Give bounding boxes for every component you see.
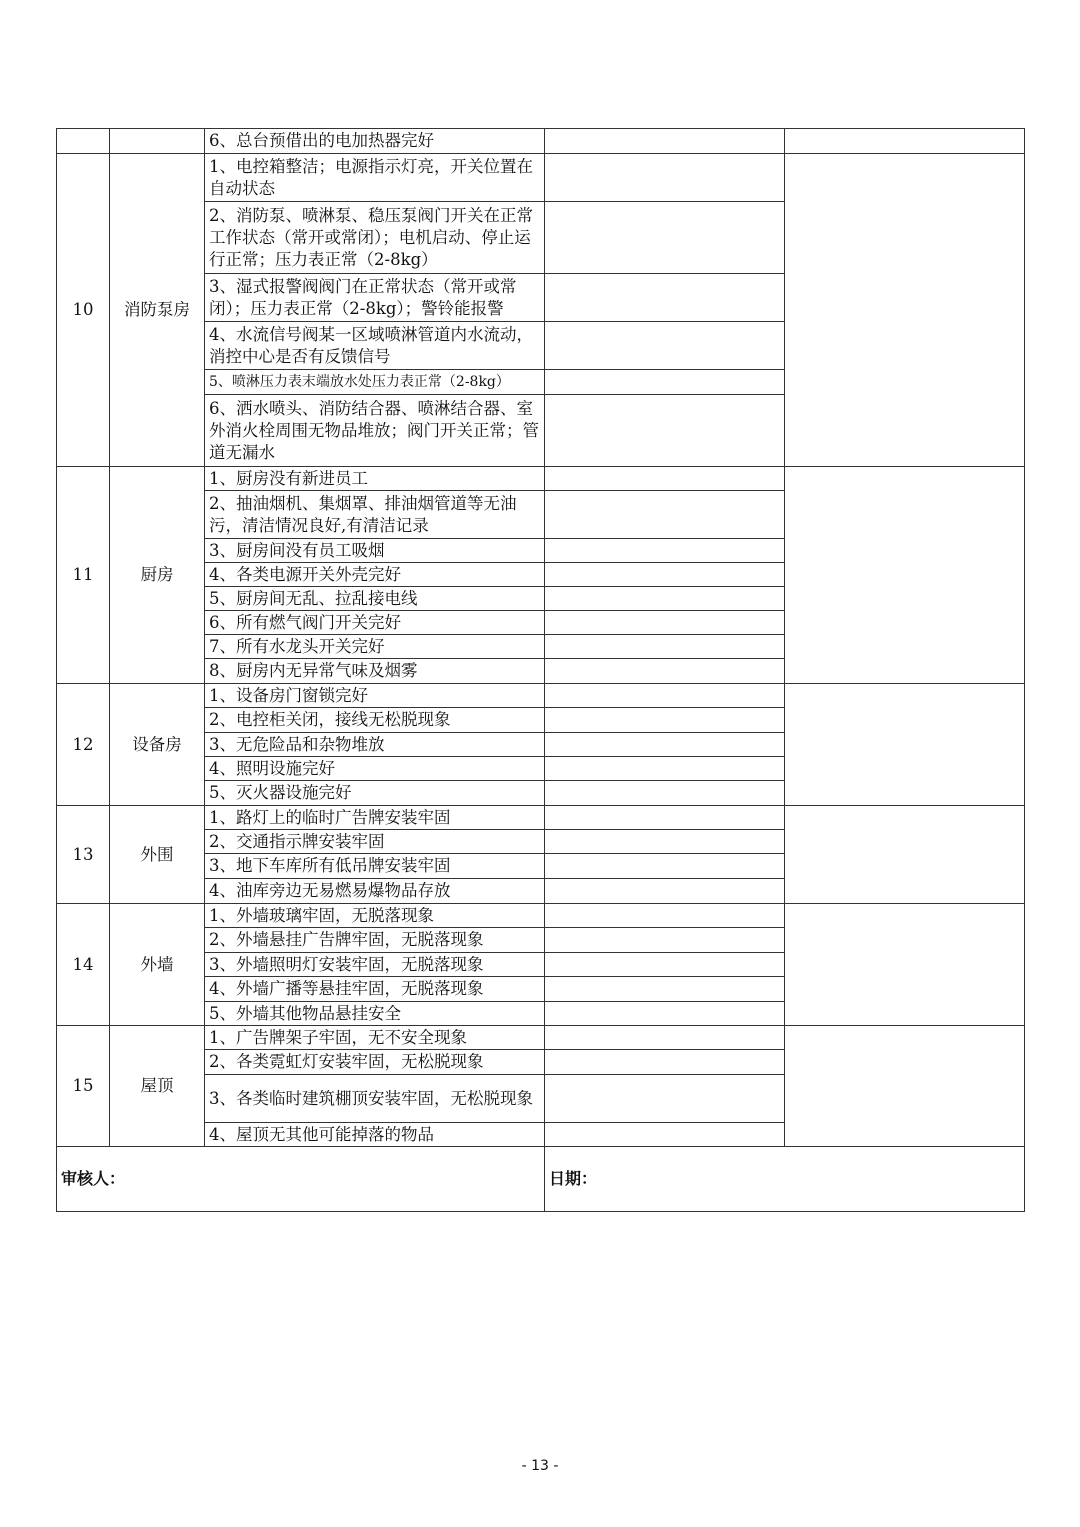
check-item: 2、抽油烟机、集烟罩、排油烟管道等无油污，清洁情况良好,有清洁记录	[205, 491, 545, 539]
check-item: 6、所有燃气阀门开关完好	[205, 611, 545, 635]
result-cell	[545, 395, 785, 467]
check-item: 3、湿式报警阀阀门在正常状态（常开或常闭）；压力表正常（2-8kg）；警铃能报警	[205, 274, 545, 322]
reviewer-label: 审核人：	[57, 1147, 545, 1212]
page-number: - 13 -	[521, 1458, 559, 1474]
check-item: 2、交通指示牌安装牢固	[205, 830, 545, 854]
check-item: 2、消防泵、喷淋泵、稳压泵阀门开关在正常工作状态（常开或常闭）；电机启动、停止运行正常；压力表正常（2-8kg）	[205, 202, 545, 274]
result-cell	[545, 757, 785, 781]
area-name	[110, 129, 205, 154]
remark-cell	[785, 129, 1025, 154]
result-cell	[545, 1123, 785, 1147]
result-cell	[545, 611, 785, 635]
check-item: 5、外墙其他物品悬挂安全	[205, 1002, 545, 1026]
result-cell	[545, 587, 785, 611]
table-row	[57, 129, 1025, 154]
check-item: 3、各类临时建筑棚顶安装牢固，无松脱现象	[205, 1075, 545, 1123]
result-cell	[545, 154, 785, 202]
row-number: 13	[57, 806, 110, 904]
result-cell	[545, 854, 785, 879]
check-item: 4、屋顶无其他可能掉落的物品	[205, 1123, 545, 1147]
row-number: 11	[57, 467, 110, 684]
result-cell	[545, 563, 785, 587]
area-name: 设备房	[110, 684, 205, 806]
check-item: 1、电控箱整洁；电源指示灯亮，开关位置在自动状态	[205, 154, 545, 202]
check-item: 4、油库旁边无易燃易爆物品存放	[205, 879, 545, 904]
result-cell	[545, 274, 785, 322]
inspection-table	[56, 128, 1025, 1212]
table-row	[57, 904, 1025, 928]
check-item: 3、地下车库所有低吊牌安装牢固	[205, 854, 545, 879]
row-number: 10	[57, 154, 110, 467]
remark-cell	[785, 1026, 1025, 1147]
area-name: 厨房	[110, 467, 205, 684]
check-item: 3、无危险品和杂物堆放	[205, 733, 545, 757]
result-cell	[545, 1075, 785, 1123]
remark-cell	[785, 806, 1025, 904]
row-number	[57, 129, 110, 154]
check-item: 1、路灯上的临时广告牌安装牢固	[205, 806, 545, 830]
check-item: 1、设备房门窗锁完好	[205, 684, 545, 708]
check-item: 6、洒水喷头、消防结合器、喷淋结合器、室外消火栓周围无物品堆放；阀门开关正常；管道无漏水	[205, 395, 545, 467]
check-item: 2、电控柜关闭，接线无松脱现象	[205, 708, 545, 733]
check-item: 4、水流信号阀某一区域喷淋管道内水流动，消控中心是否有反馈信号	[205, 322, 545, 370]
check-item: 1、厨房没有新进员工	[205, 467, 545, 491]
result-cell	[545, 953, 785, 977]
area-name: 屋顶	[110, 1026, 205, 1147]
date-label: 日期：	[545, 1147, 1025, 1212]
check-item: 4、照明设施完好	[205, 757, 545, 781]
row-number: 14	[57, 904, 110, 1026]
table-row	[57, 1026, 1025, 1050]
result-cell	[545, 491, 785, 539]
check-item: 8、厨房内无异常气味及烟雾	[205, 659, 545, 684]
result-cell	[545, 830, 785, 854]
area-name: 消防泵房	[110, 154, 205, 467]
result-cell	[545, 977, 785, 1002]
result-cell	[545, 708, 785, 733]
result-cell	[545, 733, 785, 757]
check-item: 5、厨房间无乱、拉乱接电线	[205, 587, 545, 611]
check-item: 3、外墙照明灯安装牢固，无脱落现象	[205, 953, 545, 977]
check-item: 2、各类霓虹灯安装牢固，无松脱现象	[205, 1050, 545, 1075]
result-cell	[545, 322, 785, 370]
check-item: 5、灭火器设施完好	[205, 781, 545, 806]
result-cell	[545, 659, 785, 684]
check-item: 6、总台预借出的电加热器完好	[205, 129, 545, 154]
result-cell	[545, 806, 785, 830]
result-cell	[545, 684, 785, 708]
result-cell	[545, 202, 785, 274]
result-cell	[545, 129, 785, 154]
check-item: 4、各类电源开关外壳完好	[205, 563, 545, 587]
result-cell	[545, 370, 785, 395]
area-name: 外墙	[110, 904, 205, 1026]
table-row	[57, 467, 1025, 491]
result-cell	[545, 635, 785, 659]
check-item: 2、外墙悬挂广告牌牢固，无脱落现象	[205, 928, 545, 953]
result-cell	[545, 1026, 785, 1050]
signature-row	[57, 1147, 1025, 1212]
area-name: 外围	[110, 806, 205, 904]
result-cell	[545, 781, 785, 806]
check-item: 3、厨房间没有员工吸烟	[205, 539, 545, 563]
table-row	[57, 684, 1025, 708]
remark-cell	[785, 904, 1025, 1026]
result-cell	[545, 879, 785, 904]
table-row	[57, 154, 1025, 202]
result-cell	[545, 904, 785, 928]
check-item: 5、喷淋压力表末端放水处压力表正常（2-8kg）	[205, 370, 545, 395]
remark-cell	[785, 467, 1025, 684]
result-cell	[545, 1002, 785, 1026]
row-number: 12	[57, 684, 110, 806]
result-cell	[545, 1050, 785, 1075]
row-number: 15	[57, 1026, 110, 1147]
result-cell	[545, 928, 785, 953]
check-item: 1、外墙玻璃牢固，无脱落现象	[205, 904, 545, 928]
check-item: 1、广告牌架子牢固，无不安全现象	[205, 1026, 545, 1050]
check-item: 7、所有水龙头开关完好	[205, 635, 545, 659]
remark-cell	[785, 684, 1025, 806]
remark-cell	[785, 154, 1025, 467]
table-row	[57, 806, 1025, 830]
result-cell	[545, 539, 785, 563]
result-cell	[545, 467, 785, 491]
check-item: 4、外墙广播等悬挂牢固，无脱落现象	[205, 977, 545, 1002]
